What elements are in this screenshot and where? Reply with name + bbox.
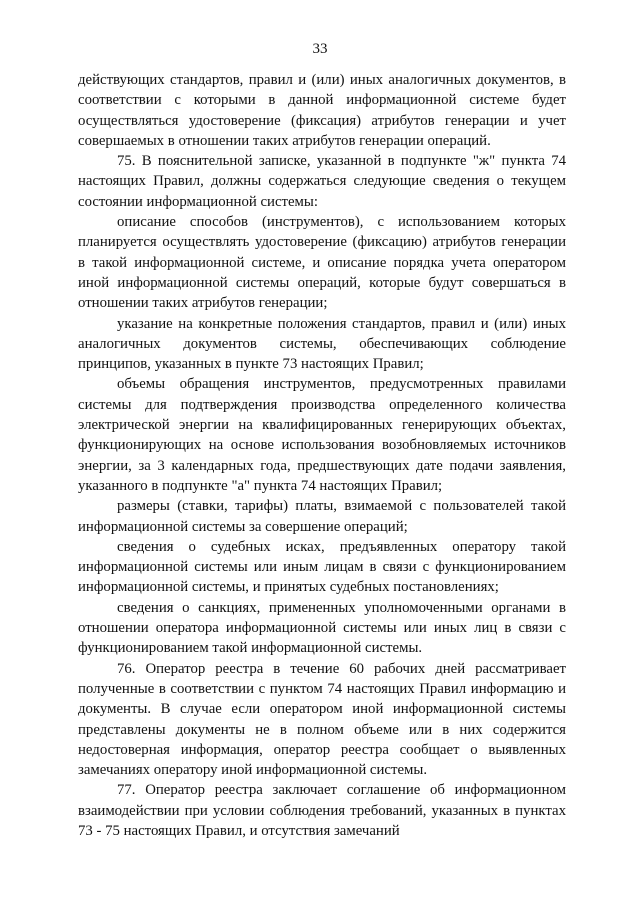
paragraph-77: 77. Оператор реестра заключает соглашение об информационном взаимодействии при условии соблюдения требований, указанных в пунктах 73 - 75 настоящих Правил, и отсутствия замечаний	[78, 782, 566, 839]
paragraph-75-item-lawsuits: сведения о судебных исках, предъявленных оператору такой информационной системы или иным лицам в связи с функционированием информационной системы, и принятых судебных постановлениях;	[78, 538, 566, 596]
paragraph-75-item-fees: размеры (ставки, тарифы) платы, взимаемой с пользователей такой информационной системы за совершение операций;	[78, 498, 566, 535]
paragraph-75-item-methods: описание способов (инструментов), с использованием которых планируется осуществлять удостоверение (фиксацию) атрибутов генерации в такой информационной системе, и описание порядка учета оператором иной информационной системы операций, которые будут совершаться в отношении таких атрибутов генерации;	[78, 214, 566, 312]
paragraph-75-item-volumes: объемы обращения инструментов, предусмотренных правилами системы для подтверждения производства определенного количества электрической энергии на квалифицированных генерирующих объектах, функционирующих на основе использования возобновляемых источников энергии, за 3 календарных года, предшествующих дате подачи заявления, указанного в подпункте "а" пункта 74 настоящих Правил;	[78, 376, 566, 494]
paragraph-75-item-standards: указание на конкретные положения стандартов, правил и (или) иных аналогичных документов системы, обеспечивающих соблюдение принципов, указанных в пункте 73 настоящих Правил;	[78, 315, 566, 373]
paragraph-75-item-sanctions: сведения о санкциях, примененных уполномоченными органами в отношении оператора информационной системы или иных лиц в связи с функционированием такой информационной системы.	[78, 599, 566, 657]
paragraph-continuation: действующих стандартов, правил и (или) иных аналогичных документов, в соответствии с которыми в данной информационной системе будет осуществляться удостоверение (фиксация) атрибутов генерации и учет совершаемых в отношении таких атрибутов генерации операций.	[78, 72, 566, 149]
paragraph-76: 76. Оператор реестра в течение 60 рабочих дней рассматривает полученные в соответствии с пунктом 74 настоящих Правил информацию и документы. В случае если оператором иной информационной системы представлены документы не в полном объеме или в них содержится недостоверная информация, оператор реестра сообщает о выявленных замечаниях оператору иной информационной системы.	[78, 660, 566, 779]
paragraph-75: 75. В пояснительной записке, указанной в подпункте "ж" пункта 74 настоящих Правил, должны содержаться следующие сведения о текущем состоянии информационной системы:	[78, 153, 566, 210]
document-body	[78, 70, 566, 841]
page-number: 33	[312, 41, 328, 57]
